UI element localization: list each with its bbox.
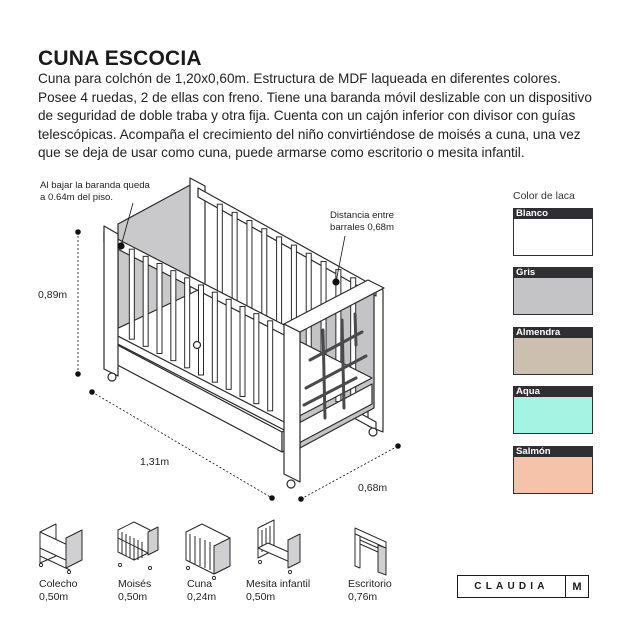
- moises-icon: [118, 522, 158, 570]
- slat: [157, 264, 162, 354]
- mode-colecho: Colecho 0,50m: [39, 578, 78, 603]
- rail-lowered-note: Al bajar la baranda queda a 0.64m del piso.: [40, 180, 150, 203]
- wheel-icon: [194, 342, 201, 349]
- swatch-color: [513, 219, 593, 256]
- description-line: Posee 4 ruedas, 2 de ellas con freno. Tiene una baranda móvil deslizable con un dispositivo: [38, 89, 592, 105]
- wheel-icon: [108, 373, 116, 381]
- color-swatch-blanco[interactable]: [513, 208, 593, 256]
- slat: [185, 278, 190, 368]
- slat: [171, 271, 176, 361]
- mesita-icon: [258, 520, 300, 574]
- mode-cuna: Cuna 0,24m: [187, 578, 217, 603]
- swatch-label: Aqua: [513, 386, 593, 397]
- swatch-color: [513, 338, 593, 375]
- swatch-label: Salmón: [513, 446, 593, 457]
- color-swatch-almendra[interactable]: [513, 327, 593, 375]
- wheel-icon: [369, 428, 377, 436]
- swatch-color: [513, 457, 593, 494]
- swatch-color: [513, 397, 593, 434]
- height-dimension: 0,89m: [38, 289, 68, 301]
- color-swatch-aqua[interactable]: [513, 386, 593, 434]
- wheel-icon: [287, 480, 295, 488]
- swatch-color: [513, 278, 593, 315]
- brand-word: CLAUDIA: [474, 581, 549, 592]
- color-section-title: Color de laca: [513, 190, 575, 202]
- slat: [268, 321, 273, 411]
- width-dimension: 0,68m: [358, 482, 388, 494]
- bar-spacing-note: Distancia entre barrales 0,68m: [330, 210, 394, 233]
- slat: [212, 292, 217, 382]
- slat: [199, 285, 204, 375]
- mode-moises: Moisés 0,50m: [118, 578, 152, 603]
- mode-mesita: Mesita infantil 0,50m: [246, 578, 311, 603]
- swatch-label: Gris: [513, 267, 593, 278]
- swatch-label: Almendra: [513, 327, 593, 338]
- description-line: telescópicas. Acompaña el crecimiento del niño convirtiéndose de moisés a cuna, una vez: [38, 126, 581, 142]
- description-line: de seguridad de doble traba y otra fija. Cuenta con un cajón inferior con divisor con guías: [38, 108, 576, 123]
- slat: [254, 314, 259, 404]
- colecho-icon: [39, 524, 82, 574]
- mode-escritorio: Escritorio 0,76m: [348, 578, 392, 603]
- product-title: CUNA ESCOCIA: [38, 47, 202, 70]
- brand-logo: [457, 575, 589, 598]
- description-line: Cuna para colchón de 1,20x0,60m. Estructura de MDF laqueada en diferentes colores.: [38, 71, 561, 86]
- escritorio-icon: [355, 528, 386, 575]
- slat: [226, 299, 231, 389]
- color-swatch-gris[interactable]: [513, 267, 593, 315]
- color-swatch-salmon[interactable]: [513, 446, 593, 494]
- swatch-label: Blanco: [513, 208, 593, 219]
- brand-mark: M: [565, 576, 588, 597]
- length-dimension: 1,31m: [140, 456, 170, 468]
- slat: [143, 256, 148, 346]
- cuna-icon: [186, 524, 230, 580]
- slat: [129, 249, 134, 339]
- description-line: que se deja de usar como cuna, puede armarse como escritorio o mesita infantil.: [38, 145, 525, 160]
- slat: [240, 307, 245, 397]
